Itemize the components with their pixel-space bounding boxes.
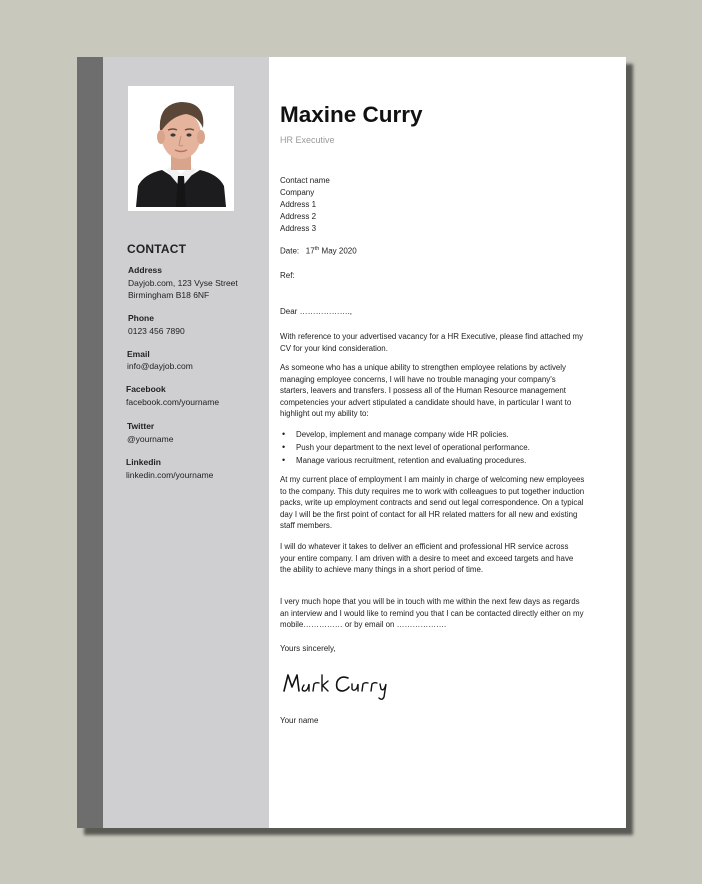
paragraph-commitment: I will do whatever it takes to deliver an efficient and professional HR service across your entire company. I am driven with a desire to meet and exceed targets and have the ability to achieve many things in a short period of time. (280, 542, 574, 574)
left-accent-stripe (77, 57, 103, 828)
handwritten-signature (280, 667, 400, 701)
list-item: • Push your department to the next level of operational performance. (280, 441, 600, 454)
twitter-label: Twitter (127, 421, 155, 431)
cover-letter-page (77, 57, 626, 828)
facebook-label: Facebook (126, 384, 166, 394)
paragraph-intro: With reference to your advertised vacancy for a HR Executive, please find attached my CV for your kind consideration. (280, 332, 584, 353)
phone-value: 0123 456 7890 (128, 326, 185, 336)
date-month-year: May 2020 (321, 246, 357, 256)
date-suffix: th (314, 246, 320, 252)
signoff-name: Your name (280, 716, 319, 725)
linkedin-label: Linkedin (126, 457, 161, 467)
ability-list (280, 428, 600, 467)
job-title: HR Executive (280, 135, 335, 145)
recipient-address-2: Address 2 (280, 212, 317, 221)
paragraph-closing-request: I very much hope that you will be in touch with me within the next few days as regards an interview and I would like to remind you that I can be contacted directly either on my mobile…………… or by email on ………………. (280, 597, 584, 629)
date-label: Date: (280, 246, 300, 256)
sidebar (103, 57, 269, 828)
paragraph-abilities: As someone who has a unique ability to strengthen employee relations by actively managing employee concerns, I will have no trouble managing your company's starters, leavers and transfers. I possess all of the Human Resource management competencies your advert stipulated a candidate should have, in particular I want to highlight out my ability to: (280, 363, 572, 418)
email-label: Email (127, 349, 150, 359)
twitter-value: @yourname (127, 434, 174, 444)
recipient-contact-name: Contact name (280, 176, 330, 185)
list-item: • Manage various recruitment, retention and evaluating procedures. (280, 454, 600, 467)
linkedin-value: linkedin.com/yourname (126, 470, 214, 480)
profile-photo (128, 86, 234, 211)
list-item: • Develop, implement and manage company wide HR policies. (280, 428, 600, 441)
salutation: Dear ………………., (280, 307, 353, 316)
contact-heading: CONTACT (127, 242, 187, 256)
reference-line: Ref: (280, 271, 295, 280)
letter-date (280, 246, 357, 256)
complimentary-close: Yours sincerely, (280, 644, 336, 653)
paragraph-current-role: At my current place of employment I am mainly in charge of welcoming new employees to the company. This duty requires me to work with colleagues to put together induction packs, write up employment contracts and send out legal correspondence. On a typical day I will be the first point of contact for all HR related matters for all new and existing staff members. (280, 475, 585, 530)
address-label: Address (128, 265, 163, 275)
candidate-name: Maxine Curry (280, 102, 423, 127)
date-day: 17 (305, 246, 315, 256)
recipient-address-1: Address 1 (280, 200, 317, 209)
email-value: info@dayjob.com (127, 361, 193, 371)
recipient-address-3: Address 3 (280, 224, 317, 233)
phone-label: Phone (128, 313, 154, 323)
portrait-image (132, 90, 230, 207)
address-line-1: Dayjob.com, 123 Vyse Street (128, 278, 238, 288)
address-line-2: Birmingham B18 6NF (128, 290, 210, 300)
recipient-company: Company (280, 188, 315, 197)
facebook-value: facebook.com/yourname (126, 397, 220, 407)
